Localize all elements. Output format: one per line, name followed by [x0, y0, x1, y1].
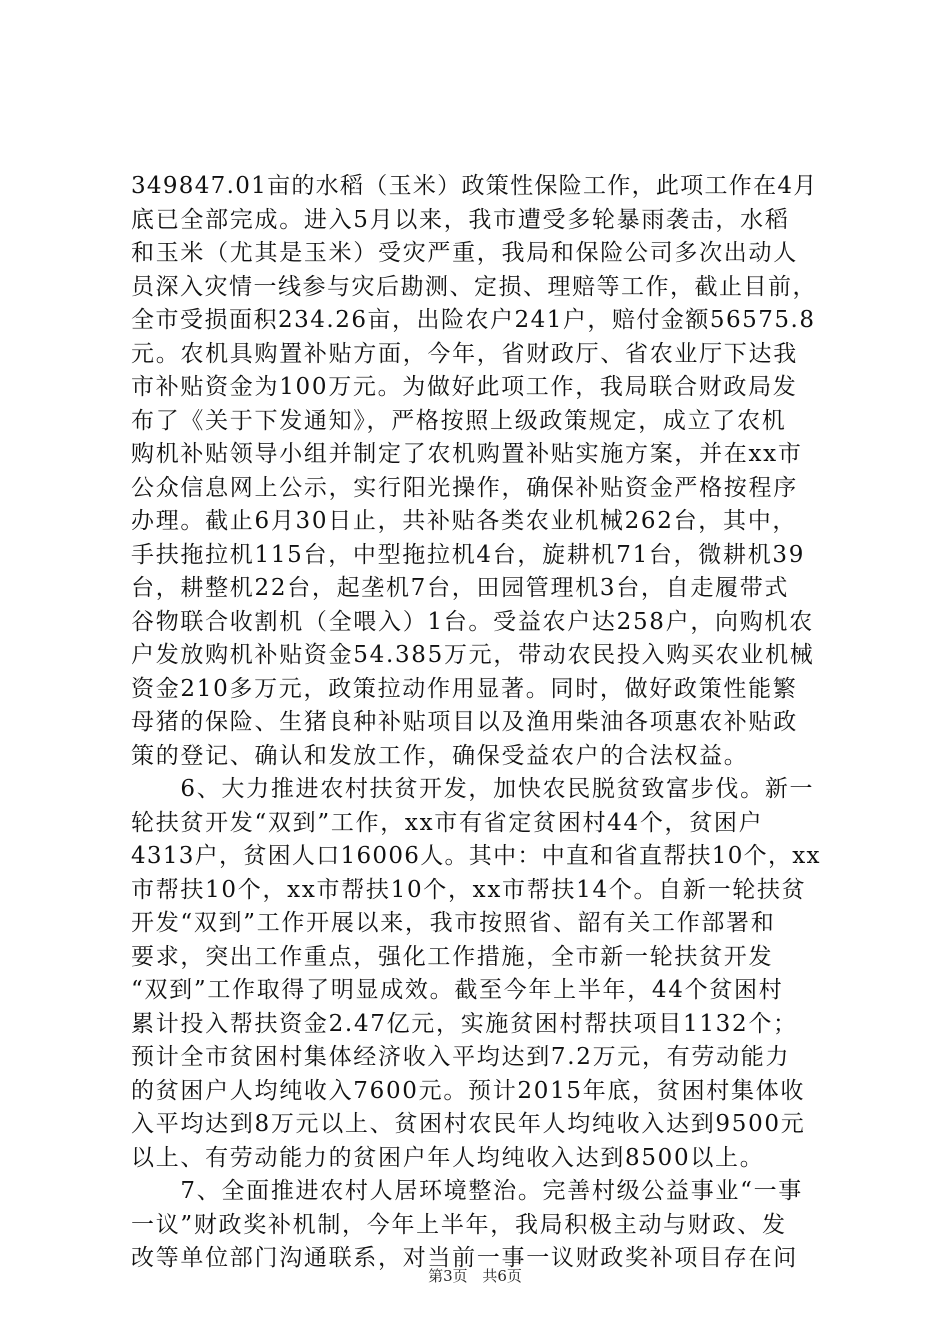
- text-line: 员深入灾情一线参与灾后勘测、定损、理赔等工作，截止目前，: [131, 273, 817, 300]
- text-line: 一议”财政奖补机制，今年上半年，我局积极主动与财政、发: [131, 1211, 787, 1238]
- text-line: 的贫困户人均纯收入7600元。预计2015年底，贫困村集体收: [131, 1077, 806, 1104]
- page-total: 共6页: [482, 1267, 522, 1285]
- text-line: 公众信息网上公示，实行阳光操作，确保补贴资金严格按程序: [131, 474, 798, 501]
- text-line: 全市受损面积234.26亩，出险农户241户，赔付金额56575.8: [131, 307, 816, 333]
- text-line: 办理。截止6月30日止，共补贴各类农业机械262台，其中，: [131, 508, 798, 534]
- text-line: 以上、有劳动能力的贫困户年人均纯收入达到8500以上。: [131, 1144, 765, 1171]
- text-line: 入平均达到8万元以上、贫困村农民年人均纯收入达到9500元: [131, 1111, 806, 1137]
- text-line: 户发放购机补贴资金54.385万元，带动农民投入购买农业机械: [131, 642, 815, 668]
- text-line: 市帮扶10个，xx市帮扶10个，xx市帮扶14个。自新一轮扶贫: [131, 876, 807, 903]
- body-text: [131, 170, 821, 1276]
- text-line: 策的登记、确认和发放工作，确保受益农户的合法权益。: [131, 742, 749, 769]
- text-line: 4313户，贫困人口16006人。其中：中直和省直帮扶10个，xx: [131, 843, 821, 869]
- text-line: 台，耕整机22台，起垄机7台，田园管理机3台，自走履带式: [131, 575, 790, 601]
- text-line: 轮扶贫开发“双到”工作，xx市有省定贫困村44个，贫困户: [131, 809, 764, 836]
- text-line: 和玉米（尤其是玉米）受灾严重，我局和保险公司多次出动人: [131, 240, 798, 266]
- text-line: 母猪的保险、生猪良种补贴项目以及渔用柴油各项惠农补贴政: [131, 709, 798, 735]
- text-line: 资金210多万元，政策拉动作用显著。同时，做好政策性能繁: [131, 675, 798, 702]
- text-line: 改等单位部门沟通联系，对当前一事一议财政奖补项目存在问: [131, 1245, 798, 1271]
- text-line: 底已全部完成。进入5月以来，我市遭受多轮暴雨袭击，水稻: [131, 206, 790, 233]
- text-line: 手扶拖拉机115台，中型拖拉机4台，旋耕机71台，微耕机39: [131, 541, 806, 568]
- text-line: 布了《关于下发通知》，严格按照上级政策规定，成立了农机: [131, 407, 787, 434]
- text-line: 要求，突出工作重点，强化工作措施，全市新一轮扶贫开发: [131, 943, 774, 970]
- text-line: 市补贴资金为100万元。为做好此项工作，我局联合财政局发: [131, 374, 798, 400]
- text-line: 7、全面推进农村人居环境整治。完善村级公益事业“一事: [131, 1178, 803, 1204]
- text-line: 元。农机具购置补贴方面，今年，省财政厅、省农业厅下达我: [131, 340, 798, 367]
- page-number: 第3页: [428, 1267, 468, 1285]
- text-line: “双到”工作取得了明显成效。截至今年上半年，44个贫困村: [131, 977, 784, 1003]
- text-line: 购机补贴领导小组并制定了农机购置补贴实施方案，并在xx市: [131, 441, 803, 467]
- page-footer: [0, 1266, 950, 1286]
- text-line: 开发“双到”工作开展以来，我市按照省、韶有关工作部署和: [131, 910, 776, 936]
- text-line: 6、大力推进农村扶贫开发，加快农民脱贫致富步伐。新一: [131, 776, 815, 802]
- text-line: 349847.01亩的水稻（玉米）政策性保险工作，此项工作在4月: [131, 173, 818, 199]
- text-line: 谷物联合收割机（全喂入）1台。受益农户达258户，向购机农: [131, 608, 814, 635]
- text-line: 预计全市贫困村集体经济收入平均达到7.2万元，有劳动能力: [131, 1044, 791, 1070]
- text-line: 累计投入帮扶资金2.47亿元，实施贫困村帮扶项目1132个；: [131, 1010, 798, 1037]
